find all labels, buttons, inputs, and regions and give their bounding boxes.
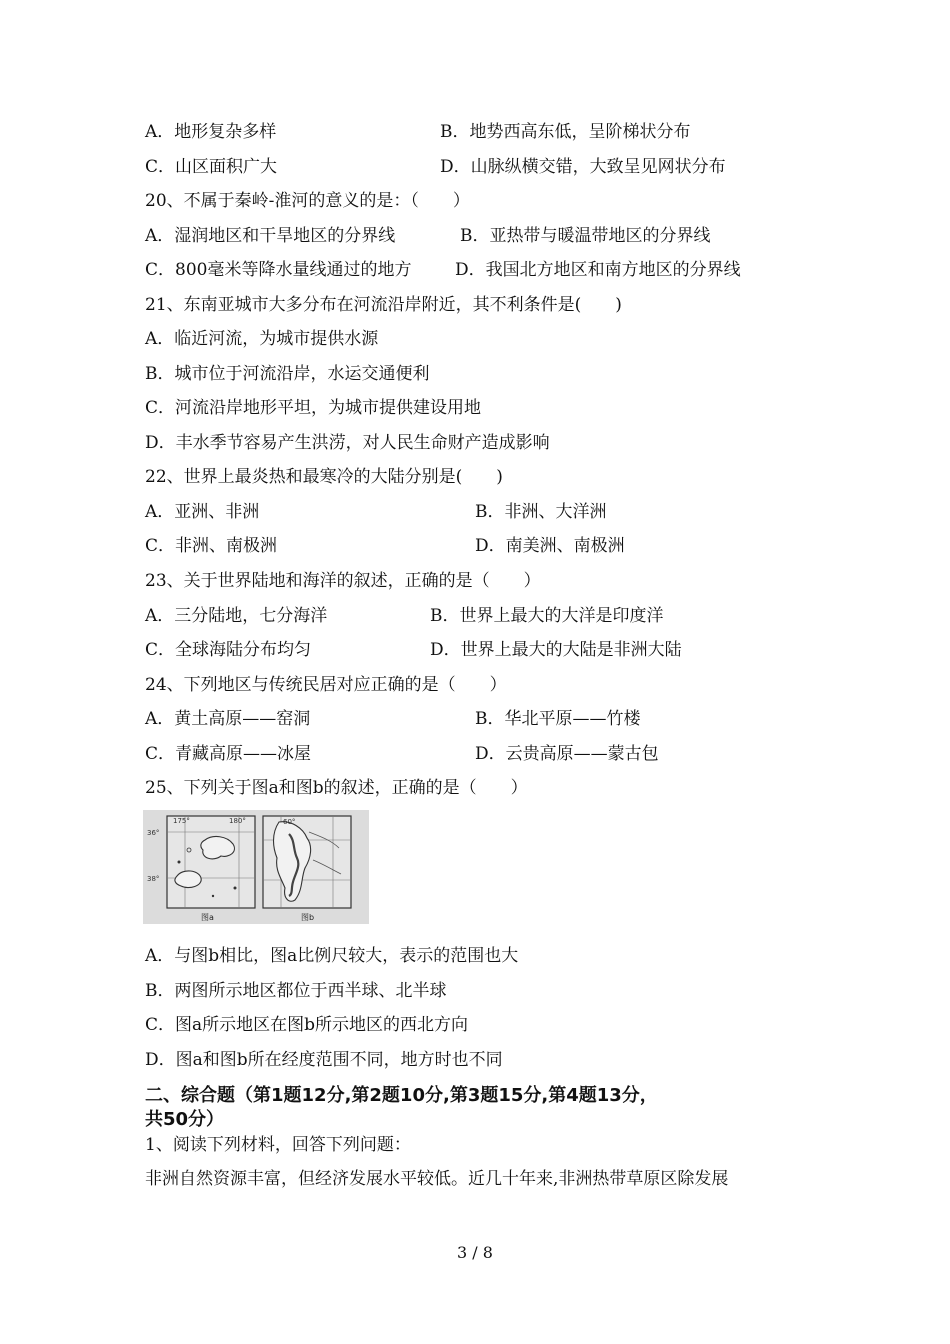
map-a-island-small xyxy=(175,871,201,888)
q23-option-a: A．三分陆地，七分海洋 xyxy=(145,606,328,626)
q19-option-a: A．地形复杂多样 xyxy=(145,122,277,142)
q21-option-a: A．临近河流，为城市提供水源 xyxy=(145,329,379,349)
q24-option-b: B．华北平原——竹楼 xyxy=(475,709,641,729)
q19-option-d: D．山脉纵横交错，大致呈见网状分布 xyxy=(440,157,726,177)
q22-option-a: A．亚洲、非洲 xyxy=(145,502,260,522)
q22-option-c: C．非洲、南极洲 xyxy=(145,536,278,556)
q23-stem: 23、关于世界陆地和海洋的叙述，正确的是（ ） xyxy=(145,571,541,591)
q22-stem: 22、世界上最炎热和最寒冷的大陆分别是( ) xyxy=(145,467,503,487)
q25-option-b: B．两图所示地区都位于西半球、北半球 xyxy=(145,981,447,1001)
map-b-caption: 图b xyxy=(301,913,315,922)
q21-stem: 21、东南亚城市大多分布在河流沿岸附近，其不利条件是( ) xyxy=(145,295,622,315)
page-number: 3 / 8 xyxy=(457,1243,493,1262)
q25-stem: 25、下列关于图a和图b的叙述，正确的是（ ） xyxy=(145,778,528,798)
q20-stem: 20、不属于秦岭-淮河的意义的是：（ ） xyxy=(145,191,470,211)
q22-option-b: B．非洲、大洋洲 xyxy=(475,502,607,522)
map-a-lat-top: 36° xyxy=(147,829,160,837)
map-a-caption: 图a xyxy=(201,913,214,922)
map-a-lat-bottom: 38° xyxy=(147,875,160,883)
q22-option-d: D．南美洲、南极洲 xyxy=(475,536,625,556)
section2-heading-line2: 共50分） xyxy=(145,1109,225,1130)
q24-option-c: C．青藏高原——冰屋 xyxy=(145,744,312,764)
map-b-lon-label: 60° xyxy=(283,818,296,826)
map-a-lon-right: 180° xyxy=(229,817,246,825)
q23-option-b: B．世界上最大的大洋是印度洋 xyxy=(430,606,664,626)
q24-option-d: D．云贵高原——蒙古包 xyxy=(475,744,659,764)
q20-option-c: C．800毫米等降水量线通过的地方 xyxy=(145,260,412,280)
q19-option-b: B．地势西高东低，呈阶梯状分布 xyxy=(440,122,691,142)
q24-option-a: A．黄土高原——窑洞 xyxy=(145,709,311,729)
q21-option-b: B．城市位于河流沿岸，水运交通便利 xyxy=(145,364,430,384)
q21-option-c: C．河流沿岸地形平坦，为城市提供建设用地 xyxy=(145,398,482,418)
section2-q1-stem: 1、阅读下列材料，回答下列问题： xyxy=(145,1135,411,1155)
q25-option-a: A．与图b相比，图a比例尺较大，表示的范围也大 xyxy=(145,946,519,966)
map-a-lon-left: 175° xyxy=(173,817,190,825)
q23-option-d: D．世界上最大的大陆是非洲大陆 xyxy=(430,640,682,660)
q25-option-c: C．图a所示地区在图b所示地区的西北方向 xyxy=(145,1015,469,1035)
q25-map-image xyxy=(143,810,369,924)
q25-option-d: D．图a和图b所在经度范围不同，地方时也不同 xyxy=(145,1050,503,1070)
q20-option-d: D．我国北方地区和南方地区的分界线 xyxy=(455,260,741,280)
q19-option-c: C．山区面积广大 xyxy=(145,157,278,177)
q23-option-c: C．全球海陆分布均匀 xyxy=(145,640,312,660)
q25-map-figure xyxy=(143,810,369,924)
map-a-island-large xyxy=(201,837,235,859)
section2-heading-line1: 二、综合题（第1题12分,第2题10分,第3题15分,第4题13分， xyxy=(145,1085,658,1106)
q20-option-b: B．亚热带与暖温带地区的分界线 xyxy=(460,226,711,246)
section2-q1-text: 非洲自然资源丰富，但经济发展水平较低。近几十年来,非洲热带草原区除发展 xyxy=(145,1169,729,1189)
q24-stem: 24、下列地区与传统民居对应正确的是（ ） xyxy=(145,675,507,695)
q21-option-d: D．丰水季节容易产生洪涝，对人民生命财产造成影响 xyxy=(145,433,550,453)
q20-option-a: A．湿润地区和干旱地区的分界线 xyxy=(145,226,396,246)
